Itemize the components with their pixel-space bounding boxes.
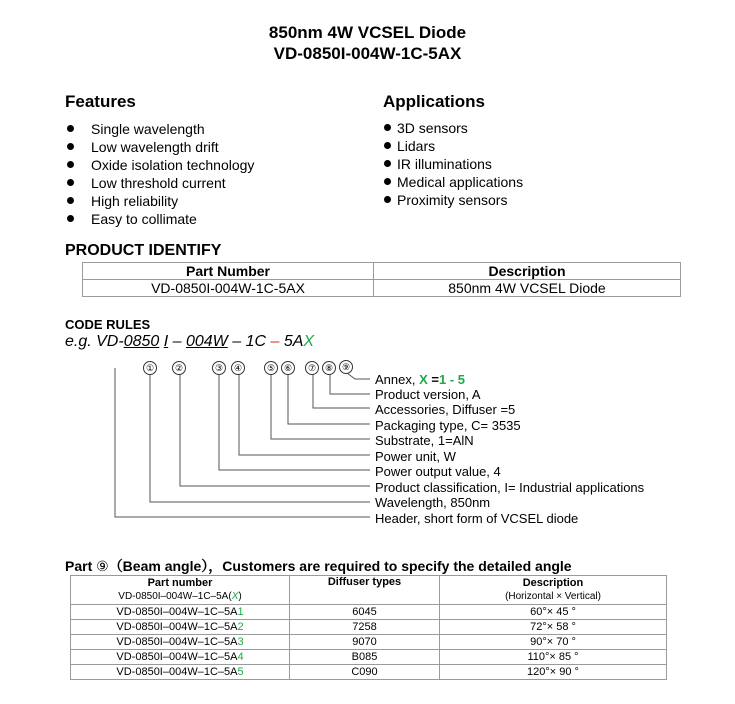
list-item: Low wavelength drift xyxy=(65,138,254,156)
column-header: Description xyxy=(374,263,681,280)
annex-label: Annex, X =1 - 5 xyxy=(375,372,465,387)
list-item: Easy to collimate xyxy=(65,210,254,228)
part-number-cell: VD-0850I–004W–1C–5A3 xyxy=(71,635,290,650)
description-cell: 60°× 45 ° xyxy=(440,605,667,620)
table-row xyxy=(71,665,667,680)
table-row xyxy=(71,605,667,620)
circle-1: ① xyxy=(143,361,157,375)
leader-line-8 xyxy=(330,374,370,394)
example-wavelength: 0850 xyxy=(123,333,160,350)
features-heading: Features xyxy=(65,92,136,111)
leader-line-2 xyxy=(180,374,370,486)
header-label: Header, short form of VCSEL diode xyxy=(375,511,579,526)
description-cell: 72°× 58 ° xyxy=(440,620,667,635)
table-row xyxy=(71,635,667,650)
circle-9: ⑨ xyxy=(339,360,353,374)
circle-4: ④ xyxy=(231,361,245,375)
leader-line-1 xyxy=(150,374,370,502)
list-item: Low threshold current xyxy=(65,174,254,192)
diffuser-cell: C090 xyxy=(290,665,440,680)
packaging-type-label: Packaging type, C= 3535 xyxy=(375,418,521,433)
leader-line-4 xyxy=(239,374,370,455)
table-header-row xyxy=(71,576,667,605)
list-item: Medical applications xyxy=(383,173,523,191)
table-row xyxy=(71,650,667,665)
list-item: Lidars xyxy=(383,137,523,155)
example-dash: – xyxy=(168,333,186,350)
description-cell: 850nm 4W VCSEL Diode xyxy=(374,280,681,297)
diffuser-cell: 9070 xyxy=(290,635,440,650)
diffuser-cell: 6045 xyxy=(290,605,440,620)
substrate-label: Substrate, 1=AlN xyxy=(375,433,474,448)
code-rules-heading: CODE RULES xyxy=(65,317,151,332)
description-cell: 110°× 85 ° xyxy=(440,650,667,665)
list-item: Single wavelength xyxy=(65,120,254,138)
column-header: Part Number xyxy=(83,263,374,280)
example-accessory: 5A xyxy=(279,333,304,350)
product-classification-label: Product classification, I= Industrial applications xyxy=(375,480,645,495)
leader-line-9 xyxy=(347,373,370,379)
part-number-cell: VD-0850I–004W–1C–5A5 xyxy=(71,665,290,680)
list-item: Proximity sensors xyxy=(383,191,523,209)
circle-5: ⑤ xyxy=(264,361,278,375)
applications-heading: Applications xyxy=(383,92,486,111)
part-number-cell: VD-0850I-004W-1C-5AX xyxy=(83,280,374,297)
column-header-description: Description (Horizontal × Vertical) xyxy=(440,576,667,605)
table-row xyxy=(71,620,667,635)
beam-angle-table xyxy=(70,575,667,680)
example-power: 004W xyxy=(185,333,228,350)
diffuser-cell: B085 xyxy=(290,650,440,665)
part-number-cell: VD-0850I–004W–1C–5A2 xyxy=(71,620,290,635)
description-cell: 90°× 70 ° xyxy=(440,635,667,650)
accessories-label: Accessories, Diffuser =5 xyxy=(375,402,516,417)
leader-line-5 xyxy=(271,374,370,439)
part-number-cell: VD-0850I–004W–1C–5A1 xyxy=(71,605,290,620)
example-class: I xyxy=(163,333,169,350)
list-item: 3D sensors xyxy=(383,119,523,137)
circle-7: ⑦ xyxy=(305,361,319,375)
product-identify-heading: PRODUCT IDENTIFY xyxy=(65,242,222,259)
power-output-label: Power output value, 4 xyxy=(375,464,501,479)
list-item: IR illuminations xyxy=(383,155,523,173)
example-red-dash: – xyxy=(270,333,280,350)
description-cell: 120°× 90 ° xyxy=(440,665,667,680)
circle-6: ⑥ xyxy=(281,361,295,375)
wavelength-label: Wavelength, 850nm xyxy=(375,495,491,510)
column-header-part: Part number VD-0850I–004W–1C–5A(X) xyxy=(71,576,290,605)
power-unit-label: Power unit, W xyxy=(375,449,456,464)
example-pkg: – 1C xyxy=(227,333,271,350)
page-title: 850nm 4W VCSEL Diode xyxy=(268,23,467,42)
beam-angle-heading: Part ⑨（Beam angle），Customers are required to specify the detailed angle xyxy=(65,558,572,574)
list-item: Oxide isolation technology xyxy=(65,156,254,174)
example-annex: X xyxy=(303,333,315,350)
page-subtitle: VD-0850I-004W-1C-5AX xyxy=(273,44,462,63)
example-prefix: e.g. VD- xyxy=(65,333,124,350)
column-header-diffuser: Diffuser types xyxy=(290,576,440,605)
leader-line-6 xyxy=(288,374,370,424)
circle-3: ③ xyxy=(212,361,226,375)
diffuser-cell: 7258 xyxy=(290,620,440,635)
list-item: High reliability xyxy=(65,192,254,210)
circle-2: ② xyxy=(172,361,186,375)
product-version-label: Product version, A xyxy=(375,387,481,402)
leader-line-0 xyxy=(115,368,370,517)
leader-line-3 xyxy=(219,374,370,470)
part-number-cell: VD-0850I–004W–1C–5A4 xyxy=(71,650,290,665)
circle-8: ⑧ xyxy=(322,361,336,375)
